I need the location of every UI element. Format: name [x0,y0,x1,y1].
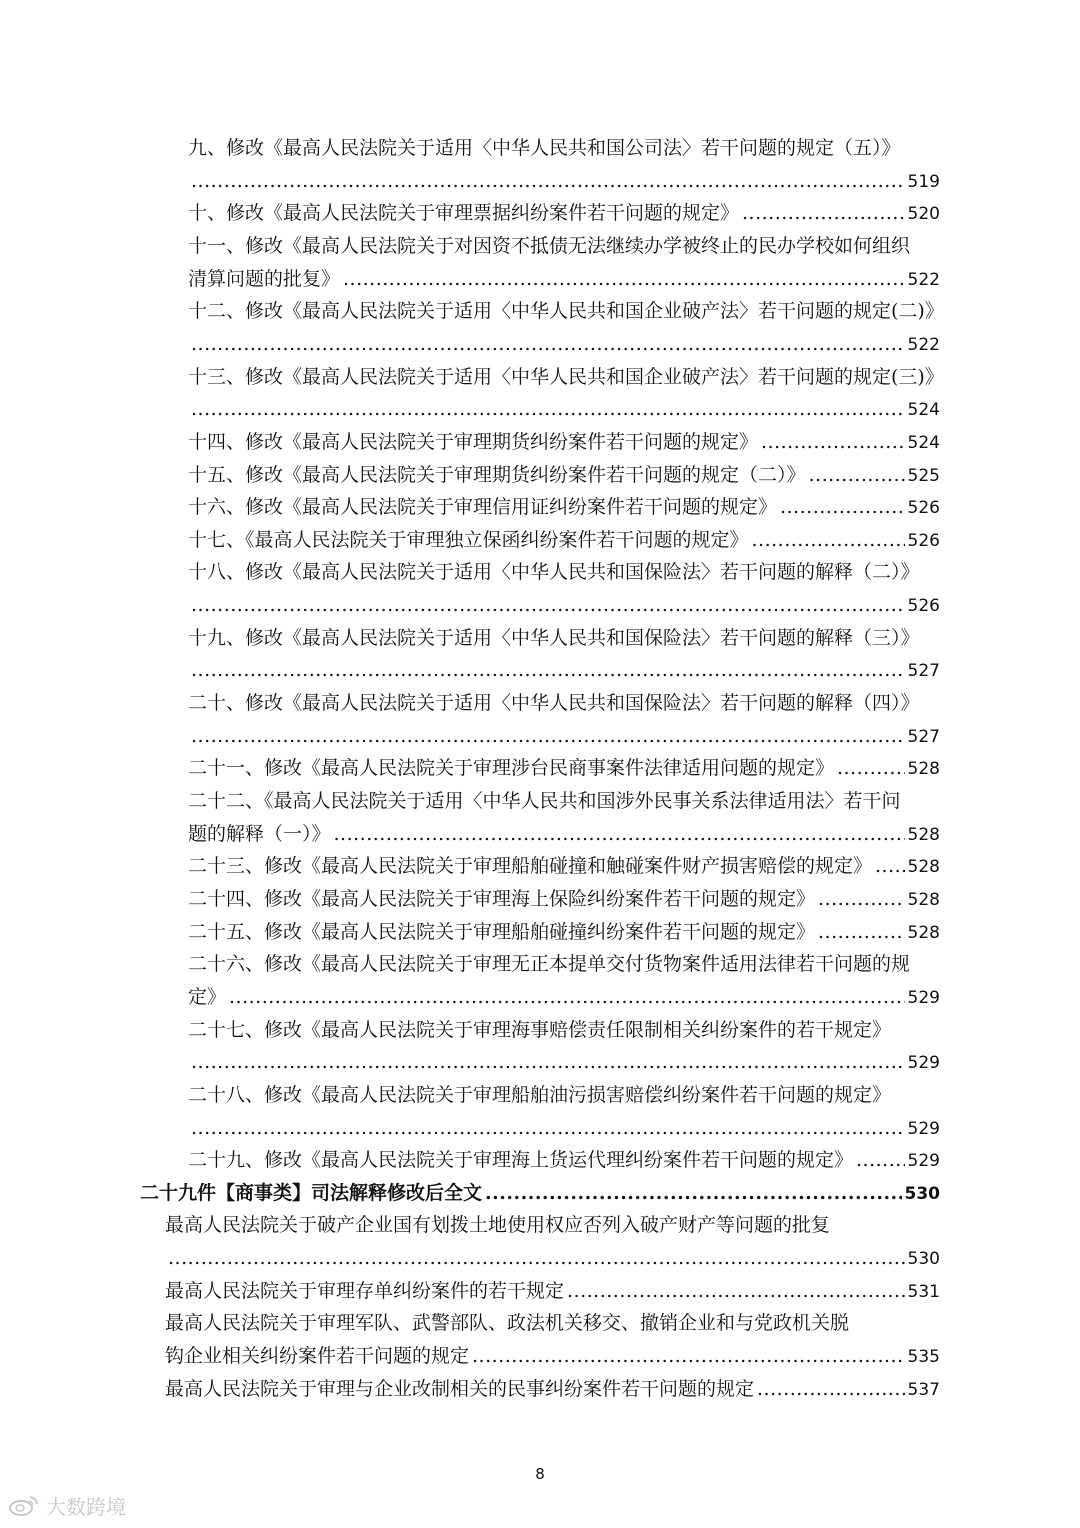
toc-entry-line [188,1080,940,1110]
toc-entry-line [188,427,940,457]
dot-leader [229,982,905,1012]
watermark [8,1490,126,1520]
dot-leader [837,753,905,783]
toc-entry-line [188,819,940,849]
dot-leader [191,590,905,620]
toc-entry-line [165,1276,940,1306]
dot-leader [472,1341,905,1371]
toc-entry-line [188,1015,940,1045]
toc-entry-title: 二十一、修改《最高人民法院关于审理涉台民商事案件法律适用问题的规定》 [188,757,835,780]
dot-leader [780,492,905,522]
toc-page-number: 522 [907,334,940,355]
toc-page-number: 525 [907,465,940,486]
toc-page-number: 527 [907,726,940,747]
toc-page-number: 522 [907,269,940,290]
toc-entry-line [188,133,940,163]
toc-page-number: 526 [907,530,940,551]
toc-entry-line [188,166,940,196]
toc-entry-line [188,655,940,685]
toc-page-number: 528 [907,922,940,943]
toc-page-number: 529 [907,1053,940,1074]
toc-entry-title: 二十四、修改《最高人民法院关于审理海上保险纠纷案件若干问题的规定》 [188,887,816,910]
dot-leader [809,460,905,490]
toc-entry-line [165,1243,940,1273]
dot-leader [191,721,905,751]
toc-page-number: 537 [907,1379,940,1400]
toc-entry-line [188,884,940,914]
toc-page-number: 535 [907,1347,940,1368]
dot-leader [343,264,905,294]
toc-entry-title: 最高人民法院关于审理与企业改制相关的民事纠纷案件若干问题的规定 [165,1377,755,1400]
toc-entry-line [188,949,940,979]
toc-entry-title: 定》 [188,985,227,1008]
toc-entry-line [188,1047,940,1077]
toc-page-number: 528 [907,824,940,845]
toc-entry-title: 十四、修改《最高人民法院关于审理期货纠纷案件若干问题的规定》 [188,430,759,453]
toc-entry-line [188,394,940,424]
toc-page-number: 520 [907,204,940,225]
toc-entry-title: 十六、修改《最高人民法院关于审理信用证纠纷案件若干问题的规定》 [188,496,778,519]
toc-entry-line [188,982,940,1012]
toc-entry-line [188,557,940,587]
dot-leader [191,655,905,685]
toc-entry-line [188,688,940,718]
toc-page-number: 526 [907,596,940,617]
toc-entry-title: 十三、修改《最高人民法院关于适用〈中华人民共和国企业破产法〉若干问题的规定(三)》 [188,365,944,388]
toc-entry-line [188,460,940,490]
dot-leader [191,394,905,424]
toc-entry-line [188,917,940,947]
toc-entry-title: 十八、修改《最高人民法院关于适用〈中华人民共和国保险法〉若干问题的解释（二）》 [188,561,920,584]
dot-leader [567,1276,905,1306]
toc-page-number: 528 [907,759,940,780]
dot-leader [191,329,905,359]
toc-entry-line [165,1210,940,1240]
toc-entry-title: 二十二、《最高人民法院关于适用〈中华人民共和国涉外民事关系法律适用法〉若干问 [188,790,901,812]
toc-entry-title: 最高人民法院关于审理军队、武警部队、政法机关移交、撤销企业和与党政机关脱 [165,1312,850,1335]
toc-entry-line [188,590,940,620]
toc-entry-line [188,198,940,228]
toc-entry-title: 十九、修改《最高人民法院关于适用〈中华人民共和国保险法〉若干问题的解释（三）》 [188,626,920,649]
toc-page-number: 529 [907,1151,940,1172]
dot-leader [818,884,905,914]
page-number: 8 [535,1465,545,1483]
toc-entry-line [188,623,940,653]
dot-leader [856,1145,905,1175]
weibo-logo-icon [8,1493,40,1517]
dot-leader [334,819,905,849]
toc-page-number: 524 [907,432,940,453]
toc-page-number: 527 [907,661,940,682]
toc-entry-line [188,296,944,326]
toc-entry-line [188,362,944,392]
toc-entry-line [188,264,940,294]
dot-leader [875,851,905,881]
dot-leader [761,427,905,457]
dot-leader [168,1243,905,1273]
toc-entry-title: 二十五、修改《最高人民法院关于审理船舶碰撞纠纷案件若干问题的规定》 [188,920,816,943]
toc-entry-title: 清算问题的批复》 [188,267,341,290]
toc-entry-title: 二十六、修改《最高人民法院关于审理无正本提单交付货物案件适用法律若干问题的规 [188,953,911,976]
dot-leader [752,525,905,555]
toc-entry-line [165,1374,940,1404]
toc-page-number: 526 [907,498,940,519]
dot-leader [485,1178,901,1208]
toc-entry-line [188,231,940,261]
toc-entry-title: 题的解释（一）》 [188,822,331,845]
toc-entry-title: 二十三、修改《最高人民法院关于审理船舶碰撞和触碰案件财产损害赔偿的规定》 [188,855,873,878]
toc-page-number: 531 [907,1281,940,1302]
toc-entry-title: 十五、修改《最高人民法院关于审理期货纠纷案件若干问题的规定（二）》 [188,463,806,486]
toc-entry-title: 二十九、修改《最高人民法院关于审理海上货运代理纠纷案件若干问题的规定》 [188,1149,854,1172]
dot-leader [191,1113,905,1143]
toc-entry-title: 十、修改《最高人民法院关于审理票据纠纷案件若干问题的规定》 [188,202,740,225]
toc-entry-title: 二十七、修改《最高人民法院关于审理海事赔偿责任限制相关纠纷案件的若干规定》 [188,1018,892,1041]
toc-entry-line [188,492,940,522]
toc-entry-line [165,1308,940,1338]
toc-entry-line [188,851,940,881]
toc-entry-line [188,329,940,359]
toc-page-number: 528 [907,857,940,878]
toc-entry-line [188,525,940,555]
toc-entry-title: 二十九件【商事类】司法解释修改后全文 [140,1181,483,1204]
toc-entry-title: 二十八、修改《最高人民法院关于审理船舶油污损害赔偿纠纷案件若干问题的规定》 [188,1083,892,1106]
toc-entry-title: 九、修改《最高人民法院关于适用〈中华人民共和国公司法〉若干问题的规定（五）》 [188,137,901,159]
dot-leader [757,1374,905,1404]
watermark-text: 大数跨境 [46,1494,126,1519]
toc-entry-title: 钩企业相关纠纷案件若干问题的规定 [165,1345,470,1368]
toc-entry-title: 十一、修改《最高人民法院关于对因资不抵债无法继续办学被终止的民办学校如何组织 [188,234,911,257]
dot-leader [742,198,905,228]
toc-entry-line [140,1178,940,1208]
toc-entry-title: 最高人民法院关于审理存单纠纷案件的若干规定 [165,1279,565,1302]
dot-leader [191,166,905,196]
toc-page-number: 529 [907,1118,940,1139]
toc-page-number: 524 [907,400,940,421]
toc-entry-line [188,1145,940,1175]
toc-entry-line [188,753,940,783]
toc-entry-line [188,1113,940,1143]
toc-page-number: 528 [907,889,940,910]
toc-entry-title: 二十、修改《最高人民法院关于适用〈中华人民共和国保险法〉若干问题的解释（四）》 [188,692,920,715]
toc-entry-line [188,786,940,816]
dot-leader [191,1047,905,1077]
dot-leader [818,917,905,947]
toc-entry-line [188,721,940,751]
toc-entry-title: 十七、《最高人民法院关于审理独立保函纠纷案件若干问题的规定》 [188,528,749,551]
toc-page-number: 519 [907,171,940,192]
toc-entry-line [165,1341,940,1371]
toc-page-number: 530 [907,1249,940,1270]
toc-entry-title: 最高人民法院关于破产企业国有划拨土地使用权应否列入破产财产等问题的批复 [165,1214,831,1237]
toc-page-number: 529 [907,987,940,1008]
toc-entry-title: 十二、修改《最高人民法院关于适用〈中华人民共和国企业破产法〉若干问题的规定(二)》 [188,300,944,323]
toc-page-number: 530 [904,1183,940,1204]
